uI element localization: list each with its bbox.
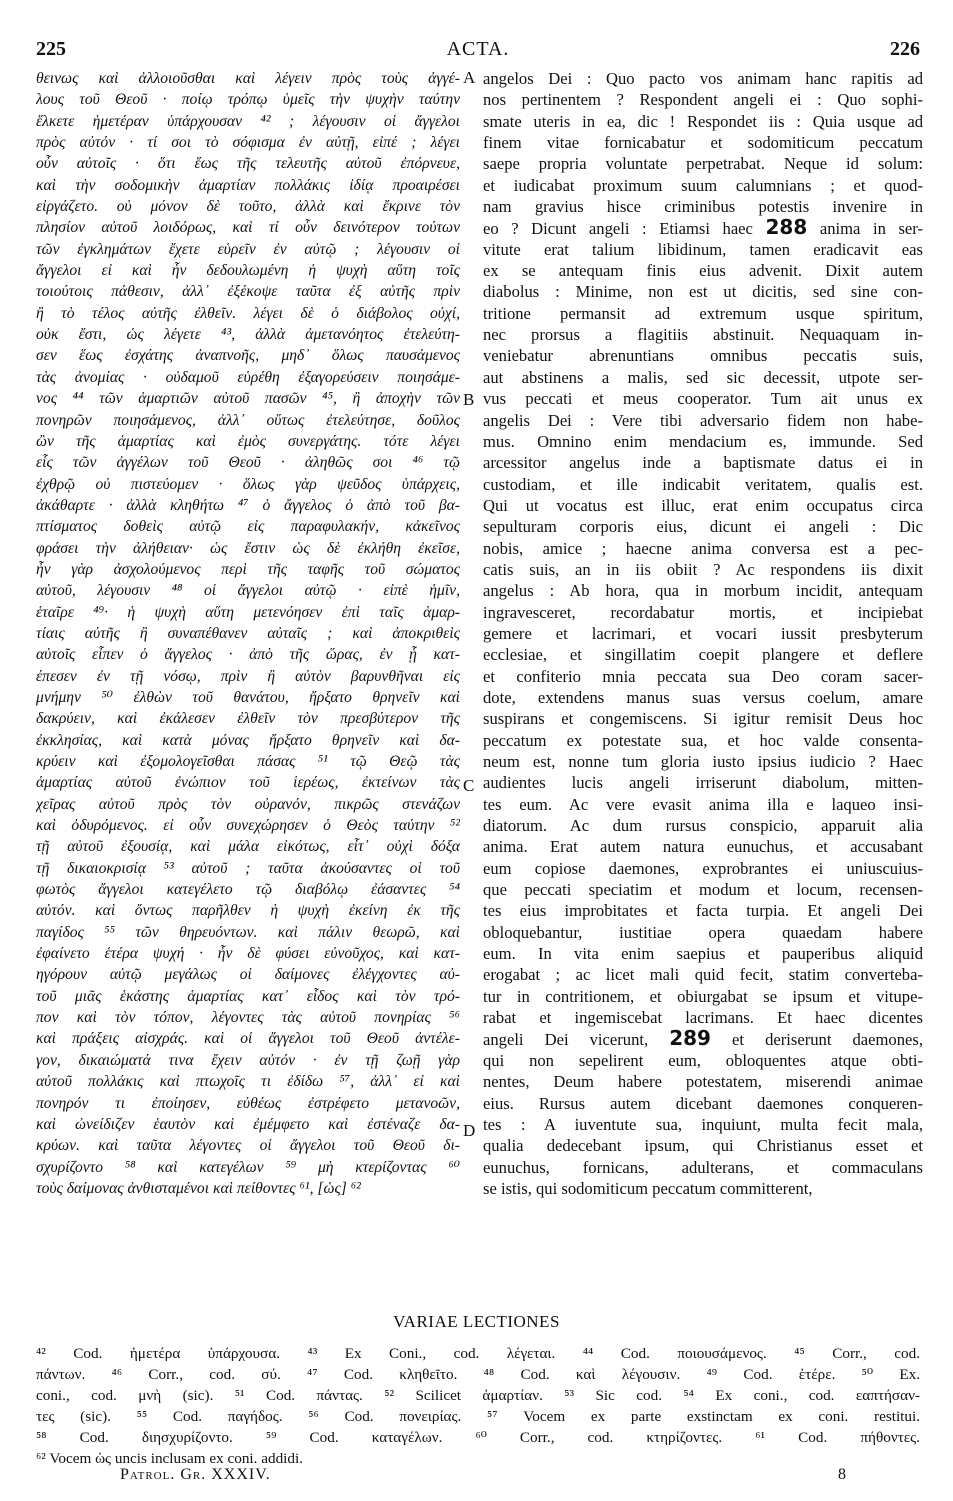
greek-line: λους τοῦ Θεοῦ · ποίῳ τρόπῳ ὑμεῖς τὴν ψυχὴν ταύτην: [36, 91, 460, 109]
greek-line: εἷς τῶν ἀγγέλων τοῦ Θεοῦ · ἀληθῶς σοι ⁴⁶ τῷ: [36, 454, 460, 472]
latin-line: sepulturam corporis eius, dicunt ei angeli : Dic: [483, 517, 923, 537]
greek-line: ἀκάθαρτε · ἀλλὰ κληθήτω ⁴⁷ ὁ ἄγγελος ὁ ἀπὸ τοῦ βα-: [36, 496, 460, 514]
greek-line: πλησίον αὐτοῦ λοιδόρως, καὶ τί οὖν δεινότερον τούτων: [36, 219, 460, 237]
latin-line: diatorum. Ac dum rursus conspicio, apparuit alia: [483, 816, 923, 836]
greek-line: αὐτόν. καὶ ὄντως παρῆλθεν ἡ ψυχὴ ἐκείνη ἐκ τῆς: [36, 902, 460, 920]
greek-line: ἐκκλησίας, καὶ κατὰ μόνας ἤρξατο θρηνεῖν καὶ δα-: [36, 731, 460, 749]
greek-line: νος ⁴⁴ τῶν ἁμαρτιῶν αὐτοῦ πασῶν ⁴⁵, ἢ ἀποχὴν τῶν: [36, 390, 460, 408]
latin-line: nentes, Deum habere potestatem, miserendi animae: [483, 1072, 923, 1092]
latin-line: rabat et ingemiscebat lacrimans. Et haec dicentes: [483, 1008, 923, 1028]
greek-line: εἰργάζετο. οὐ μόνον δὲ τοῦτο, ἀλλὰ καὶ ἔκρινε τὸν: [36, 198, 460, 216]
latin-line: peccatum ex potestate sua, et hoc valde consenta-: [483, 730, 923, 750]
latin-line: dote, extendens manus suas versus coelum, amare: [483, 687, 923, 707]
greek-line: τοῦ μιᾶς ἑκάστης ἁμαρτίας κατ᾽ εἶδος καὶ τὸν τρό-: [36, 987, 460, 1005]
greek-line: ἑταῖρε ⁴⁹· ἡ ψυχὴ αὕτη μετενόησεν ἐπὶ ταῖς ἁμαρ-: [36, 603, 460, 621]
latin-line: Qui ut vocatus est illuc, erat enim occupatus circa: [483, 495, 923, 515]
greek-line: κρύειν καὶ ἐξομολογεῖσθαι πάσας ⁵¹ τῷ Θεῷ τὰς: [36, 753, 460, 770]
latin-line: se istis, qui sodomiticum peccatum committerent,: [483, 1178, 813, 1198]
greek-line: καὶ πράξεις αἰσχράς. καὶ οἱ ἄγγελοι τοῦ Θεοῦ ἀντέλε-: [36, 1030, 460, 1048]
greek-line: ἐφαίνετο ἑτέρα ψυχή · ἦν δὲ φύσει εὐνοῦχος, καὶ κατ-: [36, 945, 460, 963]
greek-line: μνήμην ⁵⁰ ἐλθὼν τοῦ θανάτου, ἤρξατο θρηνεῖν καὶ: [36, 688, 460, 706]
latin-line: catis suis, an in iis obiit ? Ac respondens iis dixit: [483, 559, 923, 579]
greek-line: καὶ ὠνείδιζεν ἑαυτὸν καὶ ἐμέμφετο καὶ ἐστέναζε δα-: [36, 1115, 460, 1133]
latin-line: veniebatur abrenuntians omnibus peccatis suis,: [483, 346, 923, 366]
margin-letter-d: D: [463, 1121, 476, 1140]
latin-line: gemere et lacrimari, et vocari iussit presbyterum: [483, 623, 923, 643]
latin-line: audientes lucis angeli irriserunt diabolum, mitten-: [483, 773, 923, 793]
variae-lectiones-title: VARIAE LECTIONES: [393, 1312, 560, 1331]
latin-line: vus peccati et meus cooperator. Tum ait unus ex: [483, 389, 923, 409]
margin-letter-b: B: [463, 390, 475, 409]
greek-line: τῇ δικαιοκρισίᾳ ⁵³ αὐτοῦ ; ταῦτα ἀκούσαντες οἱ τοῦ: [36, 859, 460, 877]
greek-text-column: [36, 68, 460, 1199]
latin-line: tur in contritionem, et obiurgabat se ipsum et vitupe-: [483, 986, 923, 1006]
latin-line: erogabat ; ac licet mali quid fecit, statim converteba-: [483, 965, 923, 985]
greek-line: αὐτοῖς εἶπεν ὁ ἄγγελος · ἀπὸ τῆς ὥρας, ἐν ᾗ κατ-: [36, 646, 460, 664]
latin-line: obloquebantur, iustitiae opera quaedam habere: [483, 922, 923, 942]
latin-text-column: [483, 68, 923, 1199]
latin-line: angelos Dei : Quo pacto vos animam hanc rapitis ad: [483, 69, 923, 88]
variant-reading-line: ⁴² Cod. ἡμετέρα ὑπάρχουσα. ⁴³ Ex Coni., cod. λέγεται. ⁴⁴ Cod. ποιουσάμενος. ⁴⁵ Corr., cod.: [36, 1345, 920, 1362]
latin-line: angeli Dei vicerunt, 289 et deriserunt daemones,: [483, 1028, 923, 1050]
greek-line: παγίδος ⁵⁵ τῶν θηρευόντων. καὶ πάλιν θεωρῶ, καὶ: [36, 923, 460, 941]
latin-line: qui non sepelirent eum, obloquentes atque obti-: [483, 1050, 923, 1070]
latin-line: et confiterio mnia peccata sua Deo coram sacer-: [483, 666, 923, 686]
latin-line: tes eum. Ac vere evasit anima illa e laqueo insi-: [483, 794, 923, 814]
latin-line: saepe propria voluntate perpetrabat. Neque id solum:: [483, 154, 923, 174]
greek-line: κρύων. καὶ ταῦτα λέγοντες οἱ ἄγγελοι τοῦ Θεοῦ δι-: [36, 1137, 460, 1155]
greek-line: ἦν γὰρ ἀσχολούμενος περὶ τῆς ταφῆς τοῦ σώματος: [36, 560, 460, 578]
greek-line: ἐχθρῷ οὐ πιστεύομεν · ὅλως γὰρ ψεῦδος ὑπάρχεις,: [36, 475, 460, 493]
variant-reading-line: ⁶² Vocem ὡς uncis inclusam ex coni. addidi.: [36, 1450, 303, 1467]
latin-line: nobis, amice ; haecne anima conversa est a pec-: [483, 538, 923, 558]
greek-line: σχυρίζοντο ⁵⁸ καὶ κατεγέλων ⁵⁹ μὴ κτερίζοντας ⁶⁰: [36, 1158, 460, 1176]
greek-line: φωτὸς ἄγγελοι κατεγέλετο τῷ διαβόλῳ ἐάσαντες ⁵⁴: [36, 881, 460, 899]
latin-line: finem vitae fornicabatur et sodomiticum peccatum: [483, 133, 923, 153]
latin-line: angelis Dei : Vere tibi adversario fidem non habe-: [483, 410, 923, 430]
latin-line: eum copiose daemones, exprobrantes ei uniuscuius-: [483, 858, 923, 878]
latin-line: anima. Erat autem natura eunuchus, et accusabant: [483, 837, 923, 857]
latin-line: et iudicabat proximum suum calumnians ; et quod-: [483, 175, 923, 195]
latin-line: suspirans et congemiscens. Si igitur remisit Deus hoc: [483, 709, 923, 729]
greek-line: τοὺς δαίμονας ἀνθισταμένοι καὶ πείθοντες ⁶¹, [ὡς] ⁶²: [36, 1179, 361, 1197]
latin-line: qualia dedecebant ipsum, qui Christianus esset et: [483, 1136, 923, 1156]
latin-line: tes eius improbitates et facta turpia. Et angeli Dei: [483, 901, 923, 921]
latin-line: angelus : Ab hora, qua in morbum incidit, antequam: [483, 581, 923, 601]
greek-line: οὐκ ἔστι, ὡς λέγετε ⁴³, ἀλλὰ ἀμετανόητος ἐτελεύτη-: [36, 326, 460, 344]
inline-column-number: 288: [765, 217, 808, 239]
greek-line: ἕλκετε ἡμετέραν ὑπάρχουσαν ⁴² ; λέγουσιν οἱ ἄγγελοι: [36, 112, 460, 130]
greek-line: τῇ αὐτοῦ ἐξουσίᾳ, καὶ μάλα εἰκότως, εἶτ᾽ οὐχὶ δόξα: [36, 838, 460, 856]
greek-line: αὐτοῦ πολλάκις καὶ πτωχοῖς τι ἐδίδω ⁵⁷, ἀλλ᾽ εἰ καὶ: [36, 1073, 460, 1091]
latin-line: aut abstinens a malis, sed sic decessit, utpote ser-: [483, 367, 923, 387]
greek-line: γον, δικαιώματά τινα ἔχειν αὐτόν · ἐν τῇ ζωῇ γὰρ: [36, 1051, 460, 1069]
latin-line: tes : A iuventute sua, inquiunt, multa fecit mala,: [483, 1114, 923, 1134]
right-column-number: 226: [890, 38, 920, 60]
greek-line: χεῖρας αὐτοῦ πρὸς τὸν οὐρανόν, πικρῶς στενάζων: [36, 795, 460, 813]
greek-line: πονηρῶν ποιησάμενος, ἀλλ᾽ οὕτως ἐτελεύτησε, δοῦλος: [36, 411, 460, 429]
latin-line: que peccati speciatim et modum et locum, recensen-: [483, 880, 923, 900]
latin-line: smate uteris in ea, dic ! Respondet iis : Quia usque ad: [483, 111, 923, 131]
greek-line: τοιούτοις πάθεσιν, ἀλλ᾽ ἐξέκοψε ταῦτα ἐξ αὐτῆς πρὶν: [36, 283, 460, 301]
latin-line: mus. Omnino enim mendacium es, immunde. Sed: [483, 431, 923, 451]
latin-line: eius. Rursus autem dicebant daemones conqueren-: [483, 1093, 923, 1113]
greek-line: τῶν ἐγκλημάτων ἔχετε εὑρεῖν ἐν αὐτῷ ; λέγουσιν οἱ: [36, 240, 460, 258]
latin-line: arcessitor angelus inde a baptismate datus ei in: [483, 453, 923, 473]
greek-line: καὶ τὴν σοδομικὴν ἁμαρτίαν πολλάκις ἰδίᾳ προαιρέσει: [36, 176, 460, 194]
greek-line: φράσει τὴν ἀλήθειαν· ὡς ἔστιν ὡς δὲ ἐκλήθη ἐκεῖσε,: [36, 539, 460, 557]
page-header: [36, 38, 920, 64]
variant-reading-line: ⁵⁸ Cod. διησχυρίζοντο. ⁵⁹ Cod. καταγέλων. ⁶⁰ Corr., cod. κτηρίζοντες. ⁶¹ Cod. πήθοντες.: [36, 1429, 920, 1446]
latin-line: eunuchus, fornicans, adulterans, et commaculans: [483, 1157, 923, 1177]
footer-source: Patrol. Gr. XXXIV.: [120, 1466, 271, 1483]
greek-line: τὰς ἀνομίας · οὐδαμοῦ εὑρέθη ἐξαγορεύσειν ποιησάμε-: [36, 368, 460, 386]
latin-line: neum est, nonne tum gloria iusto ipsius iudicio ? Haec: [483, 752, 923, 771]
greek-line: πρὸς αὐτόν · τί σοι τὸ σόφισμα ἐν αὐτῇ, εἰπέ ; λέγει: [36, 134, 460, 152]
greek-line: πονηρόν τι ἐποίησεν, εὐθέως ἐστρέφετο μετανοῶν,: [36, 1094, 460, 1112]
greek-line: αὐτοῦ, λέγουσιν ⁴⁸ οἱ ἄγγελοι αὐτῷ · εἰπὲ ἡμῖν,: [36, 582, 460, 600]
greek-line: καὶ ὀδυρόμενος. εἰ οὖν συνεχώρησεν ὁ Θεὸς ταύτην ⁵²: [36, 817, 460, 835]
greek-line: θεινως καὶ ἀλλοιοῦσθαι καὶ λέγειν πρὸς τοὺς ἀγγέ-: [36, 70, 460, 87]
latin-line: nam gravius hisce criminibus potestis invenire in: [483, 197, 923, 217]
greek-line: ἢ τὸ τέλος αὐτῆς ἐλθεῖν. λέγει δὲ ὁ διάβολος οὐχί,: [36, 304, 460, 322]
inline-column-number: 289: [669, 1028, 711, 1050]
latin-line: eo ? Dicunt angeli : Etiamsi haec 288 anima in ser-: [483, 217, 923, 239]
latin-line: nos pertinentem ? Respondent angeli ei : Quo sophi-: [483, 90, 923, 110]
greek-line: πτίσματος δοθεὶς αὐτῷ εἰς παραφυλακήν, κἀκεῖνος: [36, 518, 460, 536]
greek-line: πον καὶ τὸν τόπον, λέγοντες τὰς αὐτοῦ πονηρίας ⁵⁶: [36, 1009, 460, 1027]
variant-reading-line: coni., cod. μνὴ (sic). ⁵¹ Cod. πάντας. ⁵² Scilicet ἁμαρτίαν. ⁵³ Sic cod. ⁵⁴ Ex coni., cod. εαπτήσαν-: [36, 1387, 920, 1404]
page-number: 8: [838, 1466, 846, 1483]
greek-line: δακρύειν, καὶ ἐκάλεσεν ἐλθεῖν τὸν πρεσβύτερον τῆς: [36, 710, 460, 728]
greek-line: σεν ἕως ἐσχάτης ἀναπνοῆς, μηδ᾽ ὅλως παυσάμενος: [36, 347, 460, 365]
latin-line: custodiam, et ille indicabit veritatem, qualis est.: [483, 474, 923, 494]
greek-line: ἄγγελοι εἰ καὶ ἦν δεδουλωμένη ἡ ψυχὴ αὕτη τοῖς: [36, 262, 460, 280]
latin-line: ingravesceret, recordabatur mortis, et incipiebat: [483, 602, 923, 622]
margin-letter-a: A: [463, 68, 476, 87]
margin-letter-c: C: [463, 776, 475, 795]
variant-reading-line: τες (sic). ⁵⁵ Cod. παγήδος. ⁵⁶ Cod. πονειρίας. ⁵⁷ Vocem ex parte exstinctam ex coni. restitui.: [36, 1408, 920, 1425]
latin-line: nec prorsus a flagitiis abstinuit. Nequaquam in-: [483, 325, 923, 345]
latin-line: eum. In vita enim saepius et pauperibus aliquid: [483, 944, 923, 964]
greek-line: οὖν αὐτοῖς · ὅτι ἕως τῆς τελευτῆς αὐτοῦ ἐπόρνευε,: [36, 155, 460, 173]
greek-line: τίαις αὐτῆς ἢ συναπέθανεν αὐταῖς ; καὶ ἀποκριθεὶς: [36, 624, 460, 642]
latin-line: tritione permansit ad extremum usque spiritum,: [483, 303, 923, 323]
variant-reading-line: πάντων. ⁴⁶ Corr., cod. σύ. ⁴⁷ Cod. κληθεῖτο. ⁴⁸ Cod. καὶ λέγουσιν. ⁴⁹ Cod. ἑτέρε. ⁵⁰ Ex.: [36, 1366, 920, 1383]
latin-line: diabolus : Minime, non est ut dicitis, sed sine con-: [483, 282, 923, 302]
latin-line: vitute erat talium libidinum, tamen eradicavit eas: [483, 239, 923, 259]
running-title: ACTA.: [446, 38, 510, 60]
latin-line: ecclesiae, et singillatim coepit plangere et deflere: [483, 645, 923, 665]
latin-line: ex se antequam finis eius advenit. Dixit autem: [483, 261, 923, 281]
greek-line: ηγόρουν αὐτῷ μεγάλως οἱ δαίμονες ἐλέγχοντες αὐ-: [36, 966, 460, 984]
greek-line: ὢν τῆς ἁμαρτίας καὶ ἐμὸς συνεργάτης. τότε λέγει: [36, 432, 460, 450]
greek-line: έπεσεν ἐν τῇ νόσῳ, πρὶν ἢ αὐτὸν βαρυνθῆναι εἰς: [36, 667, 460, 685]
greek-line: ἁμαρτίας αὐτοῦ ἐνώπιον τοῦ ἱερέως, ἐκτείνων τὰς: [36, 774, 460, 792]
left-column-number: 225: [36, 38, 66, 60]
variae-lectiones: [36, 1343, 920, 1469]
